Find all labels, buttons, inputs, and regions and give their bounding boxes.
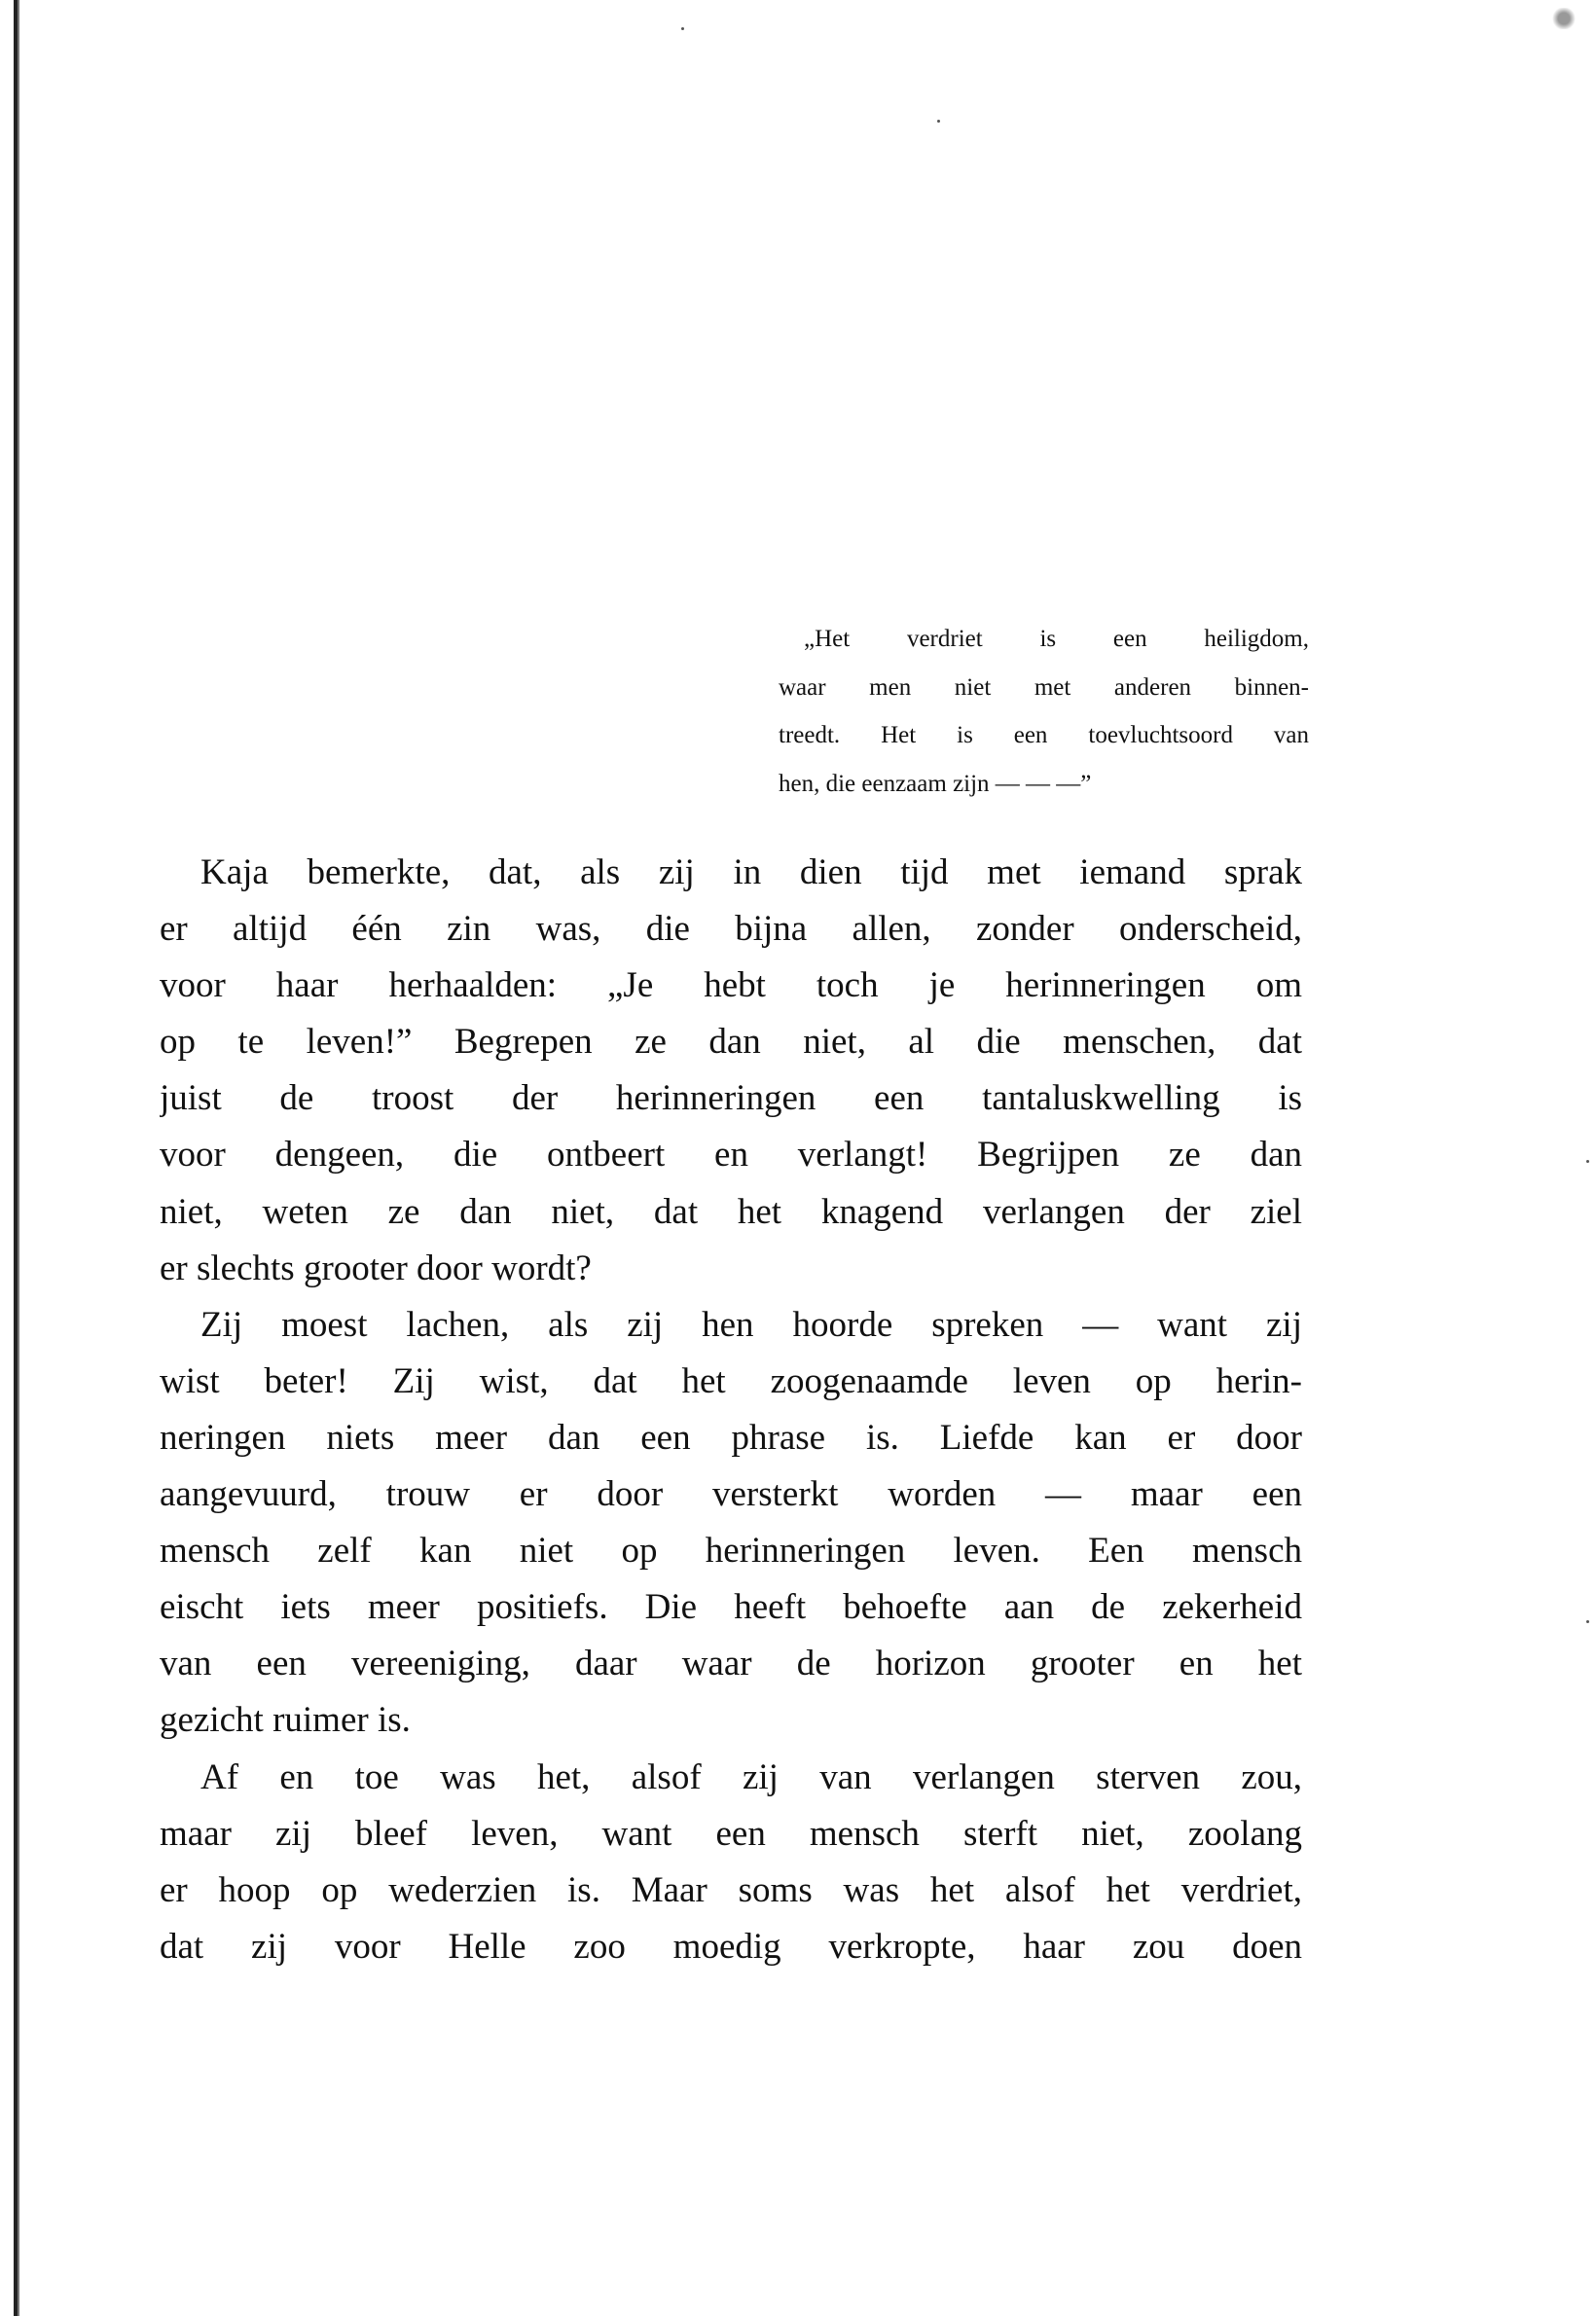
body-text: [160, 845, 1302, 1975]
speck: [1586, 1620, 1589, 1623]
text-line: mensch zelf kan niet op herinneringen leven. Een mensch: [160, 1531, 1302, 1572]
text-line: op te leven!” Begrepen ze dan niet, al die menschen, dat: [160, 1022, 1302, 1063]
paragraph: [160, 845, 1302, 1297]
speck: [681, 27, 684, 30]
text-line: er altijd één zin was, die bijna allen, zonder onderscheid,: [160, 909, 1302, 950]
text-line: neringen niets meer dan een phrase is. Liefde kan er door: [160, 1417, 1302, 1458]
text-line: juist de troost der herinneringen een tantaluskwelling is: [160, 1078, 1302, 1119]
text-line: er hoop op wederzien is. Maar soms was het alsof het verdriet,: [160, 1869, 1302, 1910]
speck: [937, 120, 940, 123]
text-line: niet, weten ze dan niet, dat het knagend verlangen der ziel: [160, 1191, 1302, 1232]
speck: [1586, 1160, 1589, 1163]
epigraph-line: „Het verdriet is een heiligdom,: [804, 626, 1309, 652]
text-line: Af en toe was het, alsof zij van verlangen sterven zou,: [200, 1756, 1302, 1797]
text-line: gezicht ruimer is.: [160, 1700, 411, 1741]
epigraph-quote: [779, 615, 1309, 808]
text-line: van een vereeniging, daar waar de horizon grooter en het: [160, 1644, 1302, 1684]
paragraph: [160, 1297, 1302, 1750]
text-line: wist beter! Zij wist, dat het zoogenaamde leven op herin-: [160, 1360, 1302, 1401]
text-line: maar zij bleef leven, want een mensch sterft niet, zoolang: [160, 1813, 1302, 1854]
epigraph-line: treedt. Het is een toevluchtsoord van: [779, 722, 1309, 748]
text-line: voor dengeen, die ontbeert en verlangt! Begrijpen ze dan: [160, 1135, 1302, 1176]
text-line: Zij moest lachen, als zij hen hoorde spreken — want zij: [200, 1304, 1302, 1345]
scan-mark: [1551, 8, 1577, 29]
text-line: eischt iets meer positiefs. Die heeft behoefte aan de zekerheid: [160, 1587, 1302, 1628]
text-line: aangevuurd, trouw er door versterkt worden — maar een: [160, 1474, 1302, 1515]
page-binding-shadow: [18, 0, 19, 2316]
text-line: Kaja bemerkte, dat, als zij in dien tijd met iemand sprak: [200, 852, 1302, 892]
epigraph-line: hen, die eenzaam zijn — — —”: [779, 770, 1092, 797]
epigraph-line: waar men niet met anderen binnen-: [779, 673, 1309, 701]
paragraph: [160, 1750, 1302, 1975]
text-line: voor haar herhaalden: „Je hebt toch je herinneringen om: [160, 965, 1302, 1006]
text-line: er slechts grooter door wordt?: [160, 1248, 592, 1288]
text-line: dat zij voor Helle zoo moedig verkropte, haar zou doen: [160, 1926, 1302, 1967]
